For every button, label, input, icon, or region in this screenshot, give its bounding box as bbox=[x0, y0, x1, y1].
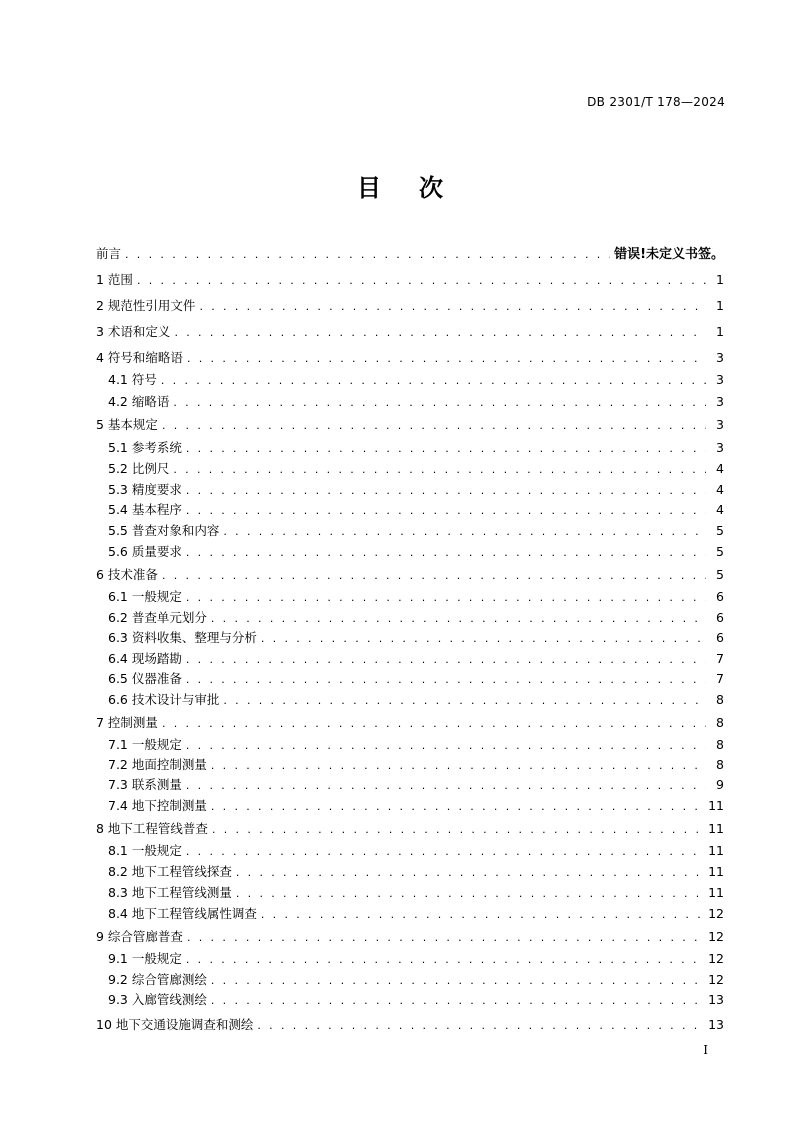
toc-entry[interactable] bbox=[96, 819, 724, 839]
toc-dot-leader bbox=[211, 756, 706, 776]
toc-entry-page: 5 bbox=[716, 523, 724, 538]
toc-entry-title: 5.4 基本程序 bbox=[108, 502, 182, 517]
toc-entry-title: 4 符号和缩略语 bbox=[96, 350, 183, 365]
toc-entry[interactable] bbox=[108, 735, 724, 755]
toc-entry-title: 6.5 仪器准备 bbox=[108, 671, 182, 686]
toc-entry-title: 2 规范性引用文件 bbox=[96, 298, 196, 313]
toc-entry-title: 6.4 现场踏勘 bbox=[108, 651, 182, 666]
toc-entry-page: 8 bbox=[716, 715, 724, 730]
toc-entry[interactable] bbox=[108, 649, 724, 669]
toc-entry-page: 4 bbox=[716, 482, 724, 497]
toc-entry-page: 4 bbox=[716, 461, 724, 476]
toc-dot-leader bbox=[162, 714, 706, 734]
toc-entry-page: 13 bbox=[708, 1017, 724, 1032]
toc-entry[interactable] bbox=[96, 322, 724, 342]
toc-entry-page: 1 bbox=[716, 298, 724, 313]
toc-entry-title: 8.1 一般规定 bbox=[108, 843, 182, 858]
toc-entry-page: 3 bbox=[716, 372, 724, 387]
toc-entry-page: 11 bbox=[708, 864, 724, 879]
toc-dot-leader bbox=[261, 629, 706, 649]
toc-dot-leader bbox=[211, 797, 704, 817]
toc-dot-leader bbox=[186, 481, 706, 501]
toc-dot-leader bbox=[257, 1016, 704, 1036]
toc-entry-page: 13 bbox=[708, 992, 724, 1007]
toc-entry-page: 3 bbox=[716, 350, 724, 365]
toc-entry[interactable] bbox=[108, 883, 724, 903]
toc-entry-page: 3 bbox=[716, 440, 724, 455]
toc-entry-page: 1 bbox=[716, 324, 724, 339]
toc-dot-leader bbox=[173, 460, 706, 480]
toc-entry-title: 5.3 精度要求 bbox=[108, 482, 182, 497]
toc-dot-leader bbox=[186, 543, 706, 563]
toc-entry-page: 11 bbox=[708, 798, 724, 813]
toc-entry[interactable] bbox=[108, 438, 724, 458]
toc-entry-title: 9.1 一般规定 bbox=[108, 951, 182, 966]
toc-entry-page: 3 bbox=[716, 394, 724, 409]
toc-entry-page: 12 bbox=[708, 906, 724, 921]
toc-entry-page: 3 bbox=[716, 417, 724, 432]
toc-entry[interactable] bbox=[108, 521, 724, 541]
toc-entry[interactable] bbox=[108, 669, 724, 689]
toc-entry[interactable] bbox=[96, 244, 724, 264]
toc-dot-leader bbox=[186, 842, 704, 862]
toc-dot-leader bbox=[199, 297, 706, 317]
toc-entry[interactable] bbox=[108, 796, 724, 816]
toc-dot-leader bbox=[186, 650, 706, 670]
toc-dot-leader bbox=[211, 609, 706, 629]
toc-entry-title: 4.1 符号 bbox=[108, 372, 157, 387]
toc-dot-leader bbox=[186, 950, 704, 970]
toc-entry-page: 7 bbox=[716, 671, 724, 686]
toc-dot-leader bbox=[186, 776, 706, 796]
toc-entry-page: 6 bbox=[716, 610, 724, 625]
toc-entry[interactable] bbox=[108, 862, 724, 882]
toc-entry-title: 4.2 缩略语 bbox=[108, 394, 170, 409]
toc-entry[interactable] bbox=[108, 970, 724, 990]
toc-entry-page: 11 bbox=[708, 821, 724, 836]
toc-entry[interactable] bbox=[108, 755, 724, 775]
toc-entry-title: 6.2 普查单元划分 bbox=[108, 610, 207, 625]
toc-dot-leader bbox=[186, 439, 706, 459]
toc-entry-page: 6 bbox=[716, 589, 724, 604]
toc-entry-title: 5.6 质量要求 bbox=[108, 544, 182, 559]
toc-entry-title: 10 地下交通设施调查和测绘 bbox=[96, 1017, 254, 1032]
toc-dot-leader bbox=[261, 905, 704, 925]
toc-entry-title: 5.5 普查对象和内容 bbox=[108, 523, 220, 538]
toc-entry-title: 9.3 入廊管线测绘 bbox=[108, 992, 207, 1007]
toc-dot-leader bbox=[186, 736, 706, 756]
toc-entry-title: 8.4 地下工程管线属性调查 bbox=[108, 906, 257, 921]
toc-entry-page: 6 bbox=[716, 630, 724, 645]
toc-entry[interactable] bbox=[96, 270, 724, 290]
toc-entry[interactable] bbox=[108, 392, 724, 412]
toc-entry[interactable] bbox=[108, 775, 724, 795]
toc-entry[interactable] bbox=[96, 713, 724, 733]
page-title: 目次 bbox=[357, 174, 481, 202]
page-number: I bbox=[703, 1043, 708, 1057]
toc-entry-title: 6 技术准备 bbox=[96, 567, 158, 582]
toc-entry-title: 8.3 地下工程管线测量 bbox=[108, 885, 232, 900]
toc-entry[interactable] bbox=[108, 500, 724, 520]
toc-entry-page: 8 bbox=[716, 737, 724, 752]
toc-entry-page: 9 bbox=[716, 777, 724, 792]
toc-dot-leader bbox=[161, 371, 706, 391]
toc-entry-title: 3 术语和定义 bbox=[96, 324, 171, 339]
toc-entry-page: 8 bbox=[716, 757, 724, 772]
toc-entry[interactable] bbox=[108, 587, 724, 607]
toc-entry[interactable] bbox=[108, 949, 724, 969]
toc-entry-page: 12 bbox=[708, 929, 724, 944]
toc-entry[interactable] bbox=[108, 628, 724, 648]
toc-dot-leader bbox=[211, 971, 704, 991]
toc-entry-title: 9 综合管廊普查 bbox=[96, 929, 183, 944]
toc-dot-leader bbox=[162, 416, 706, 436]
toc-entry[interactable] bbox=[96, 1015, 724, 1035]
toc-entry-page: 7 bbox=[716, 651, 724, 666]
toc-entry-title: 6.1 一般规定 bbox=[108, 589, 182, 604]
toc-entry-title: 7.3 联系测量 bbox=[108, 777, 182, 792]
toc-entry-page: 11 bbox=[708, 885, 724, 900]
toc-entry-title: 1 范围 bbox=[96, 272, 133, 287]
toc-entry-page: 1 bbox=[716, 272, 724, 287]
toc-entry[interactable] bbox=[96, 565, 724, 585]
toc-entry[interactable] bbox=[108, 480, 724, 500]
toc-entry-title: 5.2 比例尺 bbox=[108, 461, 170, 476]
toc-entry[interactable] bbox=[108, 904, 724, 924]
toc-entry[interactable] bbox=[96, 348, 724, 368]
toc-entry[interactable] bbox=[108, 608, 724, 628]
toc-entry-page: 4 bbox=[716, 502, 724, 517]
toc-entry[interactable] bbox=[96, 296, 724, 316]
toc-dot-leader bbox=[223, 691, 706, 711]
document-code: DB 2301/T 178—2024 bbox=[587, 95, 725, 109]
toc-dot-leader bbox=[162, 566, 706, 586]
toc-entry[interactable] bbox=[108, 841, 724, 861]
toc-entry-title: 7 控制测量 bbox=[96, 715, 158, 730]
toc-dot-leader bbox=[187, 928, 704, 948]
toc-entry-title: 5 基本规定 bbox=[96, 417, 158, 432]
toc-entry[interactable] bbox=[108, 542, 724, 562]
toc-dot-leader bbox=[174, 323, 706, 343]
toc-dot-leader bbox=[212, 820, 704, 840]
toc-dot-leader bbox=[186, 588, 706, 608]
toc-entry-page: 12 bbox=[708, 951, 724, 966]
toc-entry[interactable] bbox=[96, 927, 724, 947]
toc-dot-leader bbox=[125, 245, 610, 265]
toc-entry-page: 错误!未定义书签。 bbox=[614, 247, 724, 262]
toc-entry-title: 6.6 技术设计与审批 bbox=[108, 692, 220, 707]
toc-entry-page: 12 bbox=[708, 972, 724, 987]
toc-entry-page: 11 bbox=[708, 843, 724, 858]
toc-entry[interactable] bbox=[108, 990, 724, 1010]
toc-entry-page: 5 bbox=[716, 544, 724, 559]
toc-dot-leader bbox=[223, 522, 706, 542]
toc-entry-title: 7.2 地面控制测量 bbox=[108, 757, 207, 772]
toc-dot-leader bbox=[186, 501, 706, 521]
toc-dot-leader bbox=[186, 670, 706, 690]
toc-entry-title: 8 地下工程管线普查 bbox=[96, 821, 208, 836]
toc-dot-leader bbox=[236, 884, 704, 904]
toc-entry-title: 8.2 地下工程管线探查 bbox=[108, 864, 232, 879]
toc-entry-title: 6.3 资料收集、整理与分析 bbox=[108, 630, 257, 645]
toc-entry-title: 7.4 地下控制测量 bbox=[108, 798, 207, 813]
toc-entry[interactable] bbox=[96, 415, 724, 435]
toc-dot-leader bbox=[211, 991, 704, 1011]
toc-dot-leader bbox=[173, 393, 706, 413]
toc-dot-leader bbox=[236, 863, 704, 883]
toc-entry-title: 7.1 一般规定 bbox=[108, 737, 182, 752]
toc-dot-leader bbox=[137, 271, 706, 291]
toc-entry-page: 8 bbox=[716, 692, 724, 707]
toc-entry-title: 5.1 参考系统 bbox=[108, 440, 182, 455]
toc-entry-page: 5 bbox=[716, 567, 724, 582]
toc-entry[interactable] bbox=[108, 690, 724, 710]
toc-entry[interactable] bbox=[108, 370, 724, 390]
toc-dot-leader bbox=[187, 349, 706, 369]
toc-entry-title: 9.2 综合管廊测绘 bbox=[108, 972, 207, 987]
toc-entry[interactable] bbox=[108, 459, 724, 479]
toc-entry-title: 前言 bbox=[96, 246, 122, 261]
